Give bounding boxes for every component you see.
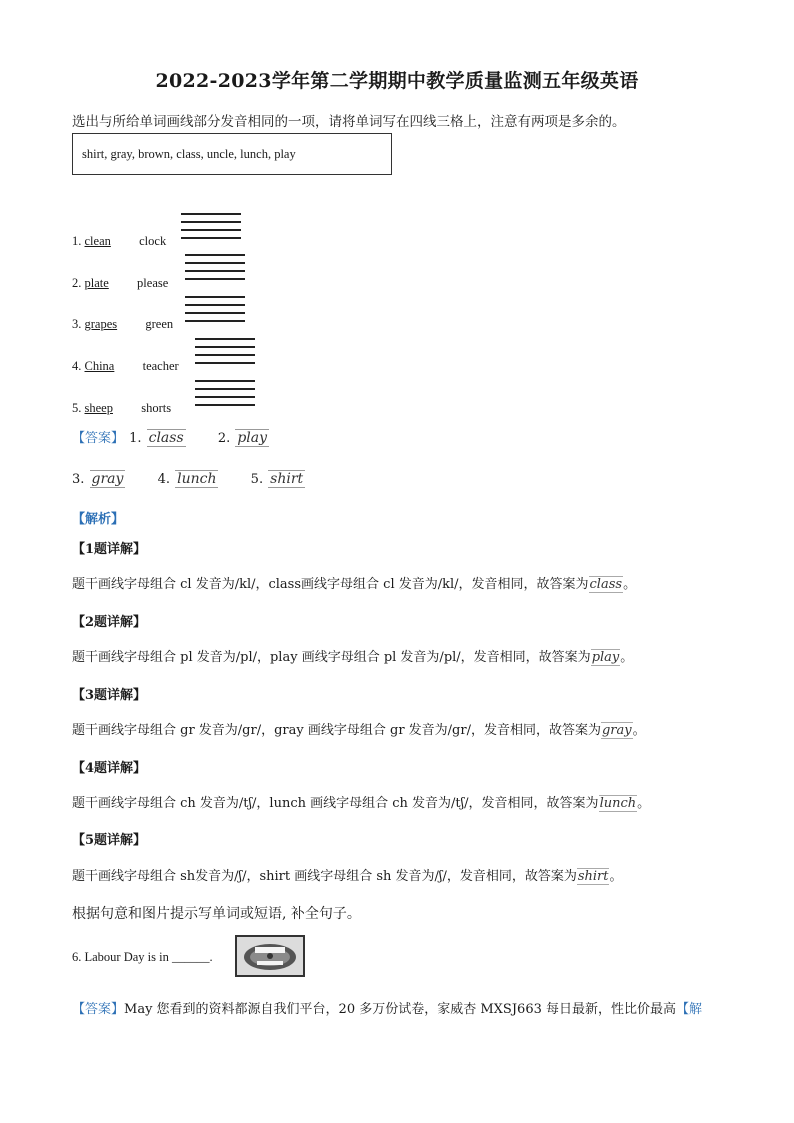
writing-lines-5: [195, 380, 255, 412]
writing-lines-2: [185, 254, 245, 286]
question-5: 5. sheep shorts: [72, 401, 172, 415]
page-title: 2022-2023学年第二学期期中教学质量监测五年级英语: [155, 70, 639, 92]
question-6: 6. Labour Day is in ______.: [72, 950, 213, 964]
section1-instruction: 选出与所给单词画线部分发音相同的一项，请将单词写在四线三格上，注意有两项是多余的。: [72, 114, 626, 130]
labour-day-image: [235, 935, 305, 977]
answer-row-2: 3. gray 4. lunch 5. shirt: [72, 471, 304, 487]
answer-word-3: gray: [91, 471, 124, 487]
analysis-label: 【解析】: [72, 512, 125, 527]
detail-2-heading: 【2题详解】: [72, 615, 147, 630]
labour-day-picture-icon: [237, 937, 303, 975]
word-bank-box: [72, 133, 392, 175]
answer-row-1: 【答案】 1. class 2. play: [72, 430, 268, 446]
answer-word-2: play: [237, 430, 268, 446]
detail-5-text: 题干画线字母组合 sh发音为/ʃ/，shirt 画线字母组合 sh 发音为/ʃ/，发音相同，故答案为shirt。: [72, 869, 623, 884]
question-3: 3. grapes green: [72, 317, 174, 331]
detail-4-heading: 【4题详解】: [72, 761, 147, 776]
writing-lines-3: [185, 296, 245, 328]
answer-word-4: lunch: [177, 471, 217, 487]
detail-3-text: 题干画线字母组合 gr 发音为/gr/，gray 画线字母组合 gr 发音为/gr/，发音相同，故答案为gray。: [72, 723, 646, 738]
writing-lines-4: [195, 338, 255, 370]
detail-1-text: 题干画线字母组合 cl 发音为/kl/，class画线字母组合 cl 发音为/kl/，发音相同，故答案为class。: [72, 577, 637, 592]
question-4: 4. China teacher: [72, 359, 179, 373]
answer-word-1: class: [148, 430, 184, 446]
detail-5-heading: 【5题详解】: [72, 833, 147, 848]
answer-6-row: 【答案】May 您看到的资料都源自我们平台，20 多万份试卷，家威杏 MXSJ663 每日最新，性比价最高【解: [72, 1002, 703, 1017]
detail-2-text: 题干画线字母组合 pl 发音为/pl/，play 画线字母组合 pl 发音为/pl/，发音相同，故答案为play。: [72, 650, 634, 665]
detail-4-text: 题干画线字母组合 ch 发音为/tʃ/，lunch 画线字母组合 ch 发音为/tʃ/，发音相同，故答案为lunch。: [72, 796, 651, 811]
detail-1-heading: 【1题详解】: [72, 542, 147, 557]
word-bank-text: shirt, gray, brown, class, uncle, lunch, play: [82, 147, 296, 161]
detail-3-heading: 【3题详解】: [72, 688, 147, 703]
answer-word-5: shirt: [270, 471, 304, 487]
section2-instruction: 根据句意和图片提示写单词或短语, 补全句子。: [72, 906, 361, 922]
question-1: 1. clean clock: [72, 234, 167, 248]
question-2: 2. plate please: [72, 276, 169, 290]
writing-lines-1: [181, 213, 241, 245]
